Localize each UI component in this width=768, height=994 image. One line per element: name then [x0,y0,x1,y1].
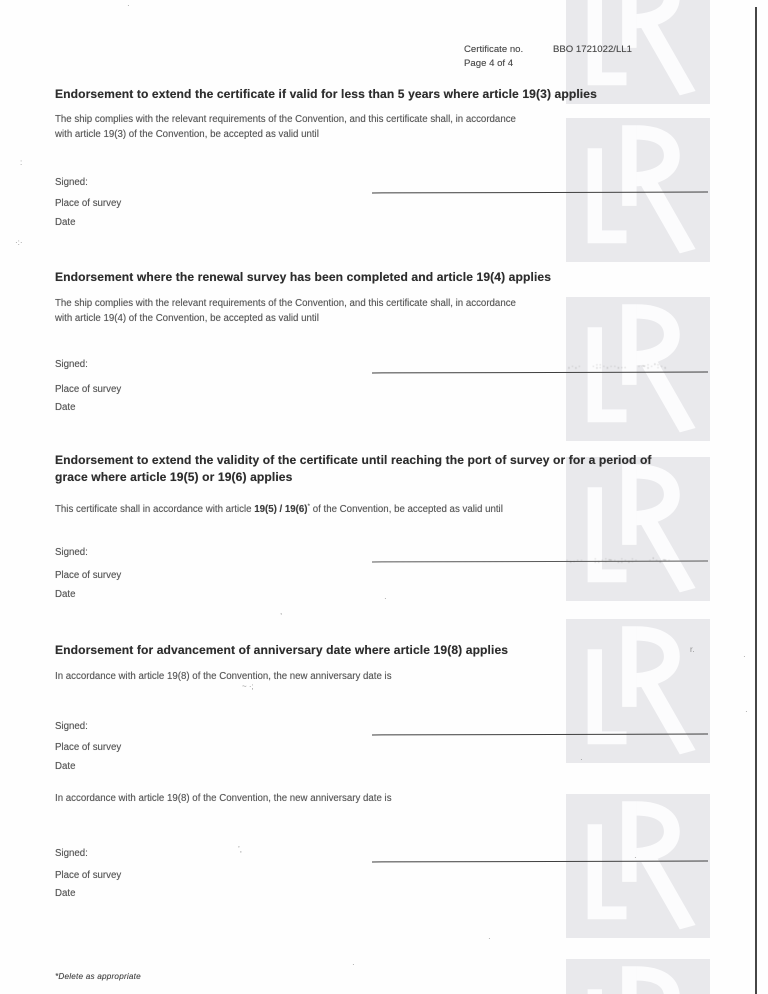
section-3-heading-line-1: Endorsement to extend the validity of the certificate until reaching the port of survey or for a period of [55,453,652,467]
scan-artifact: · [745,707,748,716]
section-2-body [55,297,615,326]
faint-handwriting: ·,.·· ;,·:~·,;·,:· ·'·,~· [566,557,672,564]
place-of-survey-label: Place of survey [55,570,122,581]
scan-artifact: · [127,1,130,10]
date-label: Date [55,888,76,899]
date-label: Date [55,217,76,228]
scan-artifact: ’, [238,845,242,854]
delete-as-appropriate-footnote: *Delete as appropriate [55,972,141,981]
section-2-body-line-1: The ship complies with the relevant requirements of the Convention, and this certificate shall, in accordance [55,298,516,309]
section-3-body-prefix: This certificate shall in accordance with article [55,504,255,516]
place-of-survey-label: Place of survey [55,384,122,395]
scan-artifact: · [488,934,491,943]
signed-label: Signed: [55,721,88,732]
place-of-survey-label: Place of survey [55,870,122,881]
signed-label: Signed: [55,547,88,558]
section-1-body-line-2: with article 19(3) of the Convention, be accepted as valid until [55,128,319,140]
section-2-body-line-2: with article 19(4) of the Convention, be accepted as valid until [55,312,319,324]
certificate-no-label: Certificate no. [464,44,524,55]
scan-artifact: · [743,652,746,661]
article-19-5-19-6-bold: 19(5) / 19(6) [254,504,308,516]
date-label: Date [55,589,76,600]
signed-label: Signed: [55,177,88,188]
section-2-heading: Endorsement where the renewal survey has been completed and article 19(4) applies [55,270,552,284]
section-4-repeat-body: In accordance with article 19(8) of the Convention, the new anniversary date is [55,793,392,804]
scan-artifact: ~ ·; [242,682,254,691]
lr-logo-watermark-icon [566,957,710,994]
section-4-heading: Endorsement for advancement of anniversary date where article 19(8) applies [55,643,509,657]
signed-label: Signed: [55,848,88,859]
scan-artifact: ·:· [15,238,23,247]
scan-artifact: · [580,755,583,764]
date-label: Date [55,761,76,772]
faint-handwriting: ,·‚· ·;:·,··,.. ·~;·':·, [568,363,668,370]
scan-artifact: · [634,853,637,862]
asterisk-sup: * [307,503,311,510]
scan-artifact: · [352,960,355,969]
section-4-body: In accordance with article 19(8) of the Convention, the new anniversary date is [55,671,392,682]
section-1-body [55,113,615,142]
scan-artifact: r. [690,645,695,654]
date-label: Date [55,402,76,413]
scan-edge-line [755,7,757,994]
signed-label: Signed: [55,359,88,370]
lr-logo-watermark-icon [566,617,710,765]
place-of-survey-label: Place of survey [55,742,122,753]
section-3-heading [55,452,745,486]
scan-artifact: , [280,607,283,616]
page-number: Page 4 of 4 [464,58,514,69]
certificate-no-value: BBO 1721022/LL1 [553,44,632,55]
lr-logo-watermark-icon [566,792,710,940]
section-1-body-line-1: The ship complies with the relevant requirements of the Convention, and this certificate shall, in accordance [55,114,516,125]
scan-artifact: : [20,158,23,167]
section-1-heading: Endorsement to extend the certificate if valid for less than 5 years where article 19(3) applies [55,87,597,101]
section-3-body [55,500,675,518]
place-of-survey-label: Place of survey [55,198,122,209]
section-3-heading-line-2: grace where article 19(5) or 19(6) applies [55,470,293,484]
scan-artifact: · [384,594,387,603]
section-3-body-suffix: of the Convention, be accepted as valid until [310,504,503,516]
